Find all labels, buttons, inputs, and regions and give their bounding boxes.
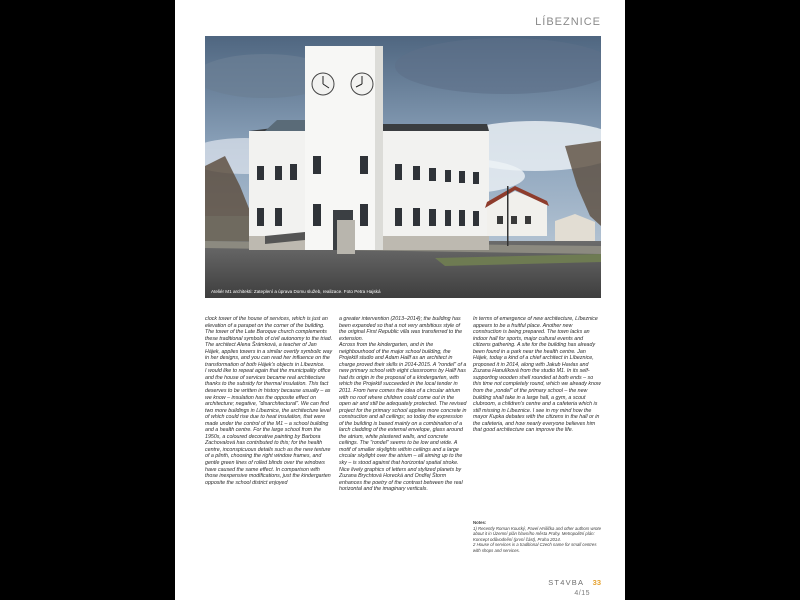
- magazine-page: [175, 0, 625, 600]
- photo-caption: Ateliér M1 architekti: Zateplení a úprava Domu služeb, realizace. Foto Petra Hajská: [211, 289, 381, 294]
- notes-heading: Notes:: [473, 520, 487, 525]
- paragraph: clock tower of the house of services, which is just an elevation of a parapet on the corner of the building. The tower of the Late Baroque church complements these traditional symbols of civil autonomy to the triad. The architect Alena Šrámková, a teacher of Jan Hájek, applies towers in a similar overtly symbolic way in her designs, and you can read her influence on the transformation of both Hájek's objects in Líbeznice.: [205, 316, 333, 368]
- paragraph: Across from the kindergarten, and in the neighbourhood of the major school building, the Projektil studio and Adam Hallf as an architect in charge proved their skills in 2014-2015. A "rondel" of a new primary school with eight classrooms by Hallf has had its origin in the proposal of a kindergarten, with which the Projektil succeeded in the local tender in 2011. From here comes the idea of a circular atrium with no roof where children could come out in the open air and still be adequately protected. The revised project for the primary school applies more concrete in construction and all ceilings; so today the expression of the building is based mainly on a combination of a larch cladding of the external envelope, glass around the atrium, white plastered walls, and concrete ceilings. The "rondel" seems to be low and wide. A motif of smaller skylights within ceilings and a large circular skylight over the atrium – all aiming up to the sky – is stood against that horizontal spatial stroke. Nice lively graphics of letters and stylized planets by Zuzana Brychtová Horecká and Ondřej Štorm enhances the poetry of the contrast between the real horizontal and the imaginary verticals.: [339, 342, 467, 493]
- magazine-name: ST4VBA: [548, 578, 585, 587]
- text-column-2: [339, 316, 467, 493]
- article-photo: [205, 36, 601, 298]
- paragraph: I would like to repeat again that the municipality office and the house of services became real architecture thanks to the subsidy for thermal insulation. This fact deserves to be written in history because usually – as we know – insulation has the opposite effect on architecture; negative, "disarchitectural". We can find two more buildings in Líbeznice, the architecture level of which could rise due to heat insulation, that were made under the control of the M1 – a school building and a health centre. For the large school from the 1950s, a coloured decorative painting by Barbora Zachovalová has contributed to this; for the health centre, inconspicuous details such as the new texture of a plinth, choosing the right window frames, and gentle green lines of rolled blinds over the windows have caused the same effect. In comparison with those inexpensive modifications, just the kindergarten opposite the school district enjoyed: [205, 368, 331, 486]
- paragraph: a greater intervention (2013–2014); the building has been expanded so that a not very ambitious style of the original First Republic villa was transferred to the extension.: [339, 316, 463, 342]
- photo-illustration: [205, 36, 601, 298]
- footnote: 1) Recently Roman Koucký, Pavel Hnilička and other authors wrote about it in Územní plán hlavního města Prahy. Metropolitní plán: Koncept odůvodnění (první část), Praha 2014.: [473, 525, 602, 542]
- section-tag: LÍBEZNICE: [535, 16, 601, 28]
- issue-number: 4/15: [574, 590, 590, 597]
- footnotes: [473, 520, 601, 554]
- page-footer: [548, 572, 601, 597]
- footnote: 2 House of services is a traditional Czech name for small centres with shops and services.: [473, 542, 597, 553]
- text-column-3: [473, 316, 601, 434]
- page-number: 33: [592, 578, 601, 587]
- text-column-1: [205, 316, 333, 486]
- paragraph: In terms of emergence of new architecture, Líbeznice appears to be a fruitful place. Another new construction is being prepared. The town lacks an indoor hall for sports, major cultural events and citizens gathering. A site for the building has already been found in a park near the health centre. Jan Hájek, today a kind of a chief architect in Líbeznice, proposed it in 2014, along with Jakub Havlas and Zuzana Hanulíková from the studio M1. In its self-supporting wooden shell rounded at both ends – so this time not completely round, which we already know from the „rondel" of the primary school – the new building shall take in a large hall, a gym, a scout clubroom, a children's centre and a cafeteria which is still missing in Líbeznice. I see in my mind how the mayor Kupka debates with the citizens in the hall or in the cafeteria, and how nearly everyone believes him that good architecture can improve the life.: [473, 316, 601, 434]
